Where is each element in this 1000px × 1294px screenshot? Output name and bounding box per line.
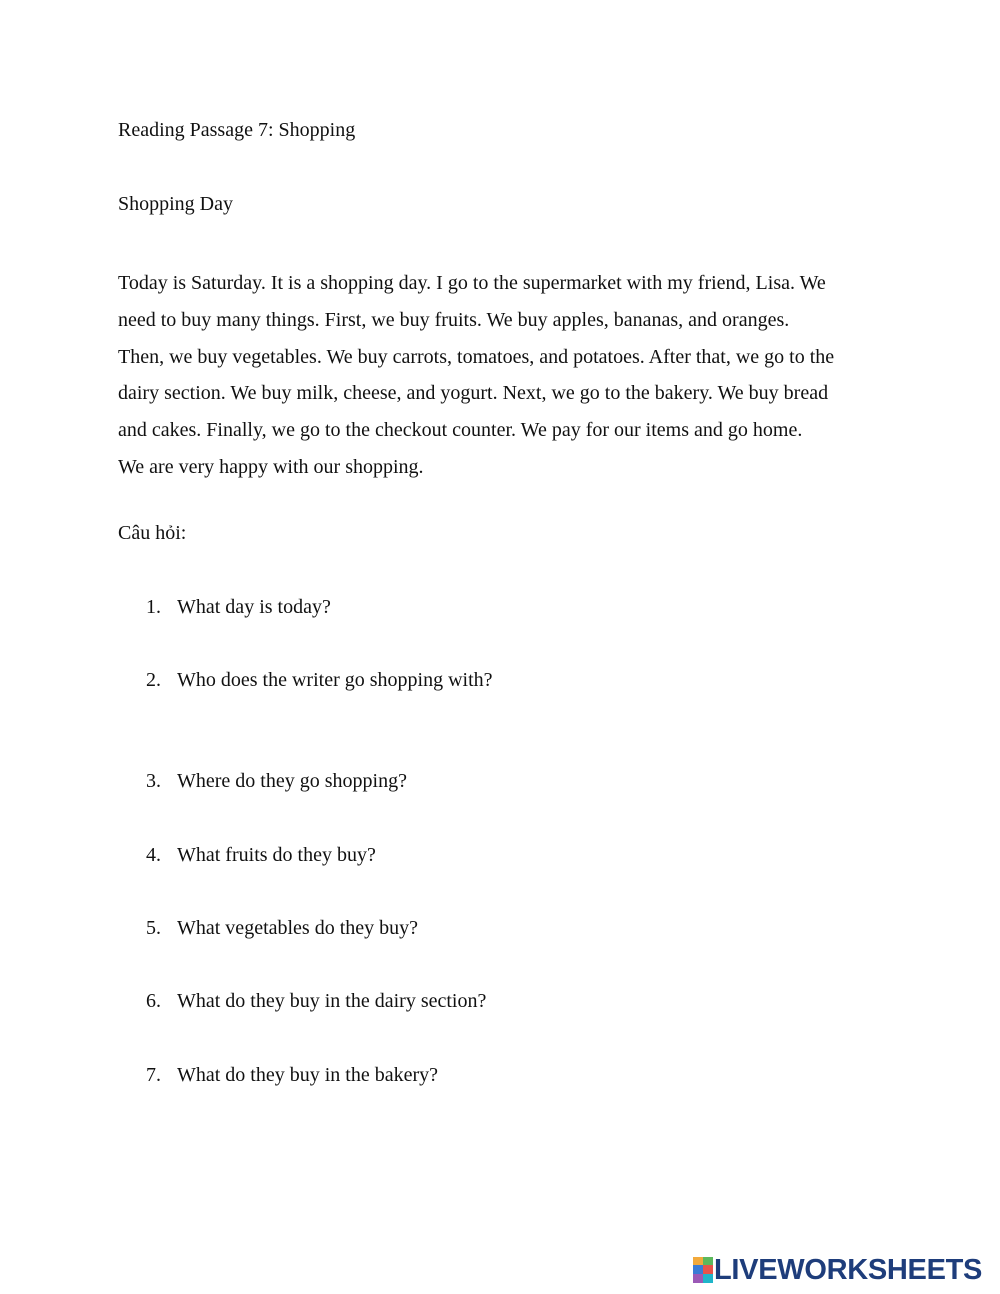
reading-passage — [118, 265, 908, 486]
logo-text: LIVEWORKSHEETS — [714, 1254, 983, 1286]
question-text: Where do they go shopping? — [177, 770, 407, 792]
question-text: Who does the writer go shopping with? — [177, 669, 493, 691]
question-text: What do they buy in the bakery? — [177, 1064, 439, 1086]
question-text: What day is today? — [177, 596, 331, 618]
question-item — [146, 989, 486, 1013]
question-number: 6. — [146, 990, 161, 1012]
page-title: Reading Passage 7: Shopping — [118, 119, 356, 141]
passage-line: Then, we buy vegetables. We buy carrots, tomatoes, and potatoes. After that, we go to the — [118, 345, 835, 368]
passage-line: We are very happy with our shopping. — [118, 455, 424, 478]
question-number: 5. — [146, 917, 161, 939]
question-item — [146, 595, 331, 619]
passage-line: dairy section. We buy milk, cheese, and yogurt. Next, we go to the bakery. We buy bread — [118, 382, 829, 405]
question-item — [146, 843, 376, 867]
question-text: What fruits do they buy? — [177, 844, 376, 866]
question-number: 1. — [146, 596, 161, 618]
questions-label: Câu hỏi: — [118, 522, 187, 544]
question-item — [146, 1063, 438, 1087]
question-item — [146, 916, 418, 940]
passage-line: Today is Saturday. It is a shopping day. I go to the supermarket with my friend, Lisa. We — [118, 272, 826, 294]
question-item — [146, 668, 493, 692]
question-text: What do they buy in the dairy section? — [177, 990, 487, 1012]
passage-title: Shopping Day — [118, 193, 233, 215]
question-text: What vegetables do they buy? — [177, 917, 419, 939]
question-item — [146, 769, 407, 793]
passage-line: and cakes. Finally, we go to the checkout counter. We pay for our items and go home. — [118, 419, 803, 442]
question-number: 2. — [146, 669, 161, 691]
liveworksheets-logo-icon — [693, 1257, 713, 1283]
liveworksheets-logo[interactable] — [693, 1254, 982, 1286]
question-number: 4. — [146, 844, 161, 866]
question-number: 3. — [146, 770, 161, 792]
question-number: 7. — [146, 1064, 161, 1086]
passage-line: need to buy many things. First, we buy fruits. We buy apples, bananas, and oranges. — [118, 308, 790, 331]
